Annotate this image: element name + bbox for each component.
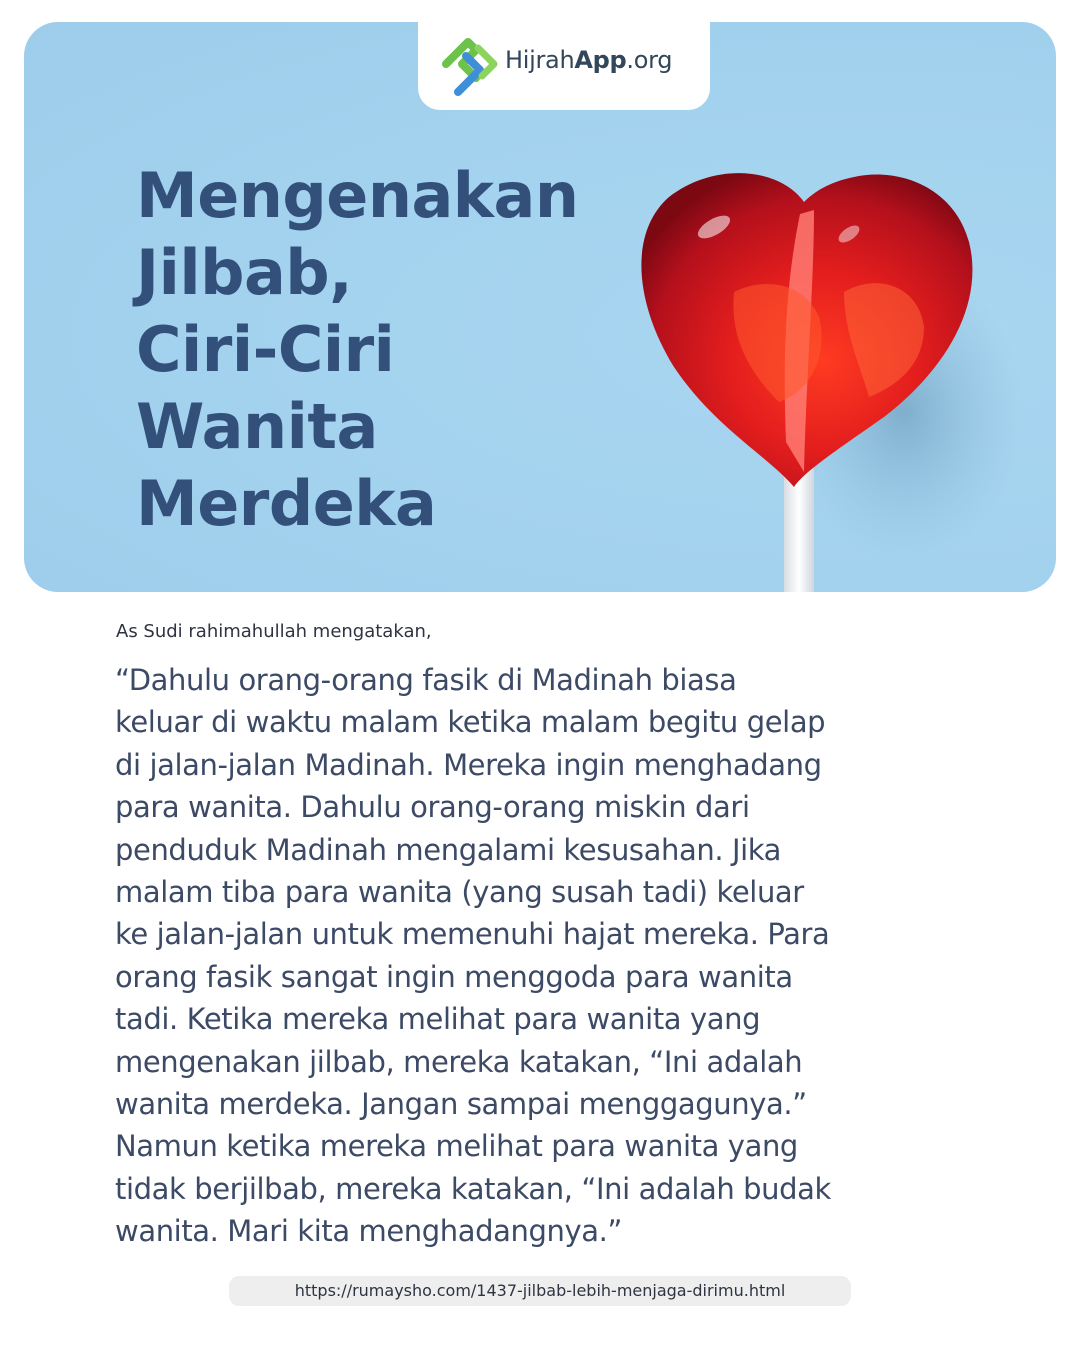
quote-line: keluar di waktu malam ketika malam begitu gelap	[115, 705, 826, 740]
quote-line: di jalan-jalan Madinah. Mereka ingin menghadang	[115, 747, 822, 782]
quote-line: ke jalan-jalan untuk memenuhi hajat mereka. Para	[115, 917, 830, 952]
quote-line: wanita. Mari kita menghadangnya.”	[115, 1214, 623, 1249]
brand-name	[505, 46, 672, 74]
quote-line: Namun ketika mereka melihat para wanita yang	[115, 1129, 798, 1164]
quote-text	[115, 659, 975, 1253]
quote-line: tadi. Ketika mereka melihat para wanita yang	[115, 1002, 761, 1037]
brand-name-suffix: .org	[626, 46, 673, 74]
quote-line: “Dahulu orang-orang fasik di Madinah biasa	[115, 663, 737, 697]
quote-line: wanita merdeka. Jangan sampai menggagunya.”	[115, 1087, 807, 1122]
intro-text: As Sudi rahimahullah mengatakan,	[116, 621, 432, 642]
hero-banner	[24, 22, 1056, 592]
title-line: Merdeka	[136, 467, 437, 540]
hijrahapp-logo-icon	[438, 34, 500, 96]
quote-line: malam tiba para wanita (yang susah tadi) keluar	[115, 875, 804, 910]
logo-tab[interactable]	[418, 22, 710, 110]
page-title	[136, 157, 636, 542]
quote-line: orang fasik sangat ingin menggoda para wanita	[115, 959, 793, 994]
quote-line: para wanita. Dahulu orang-orang miskin dari	[115, 790, 750, 825]
title-line: Jilbab,	[136, 236, 353, 309]
heart-lollipop-image	[604, 142, 1024, 592]
quote-line: mengenakan jilbab, mereka katakan, “Ini adalah	[115, 1044, 803, 1079]
source-url-link[interactable]: https://rumaysho.com/1437-jilbab-lebih-menjaga-dirimu.html	[229, 1276, 851, 1306]
brand-name-bold: App	[574, 46, 627, 74]
title-line: Ciri-Ciri	[136, 313, 395, 386]
quote-line: tidak berjilbab, mereka katakan, “Ini adalah budak	[115, 1171, 831, 1206]
quote-line: penduduk Madinah mengalami kesusahan. Jika	[115, 832, 782, 867]
lollipop-stick	[784, 462, 814, 592]
brand-name-regular: Hijrah	[505, 46, 575, 74]
title-line: Mengenakan	[136, 159, 579, 232]
title-line: Wanita	[136, 390, 378, 463]
